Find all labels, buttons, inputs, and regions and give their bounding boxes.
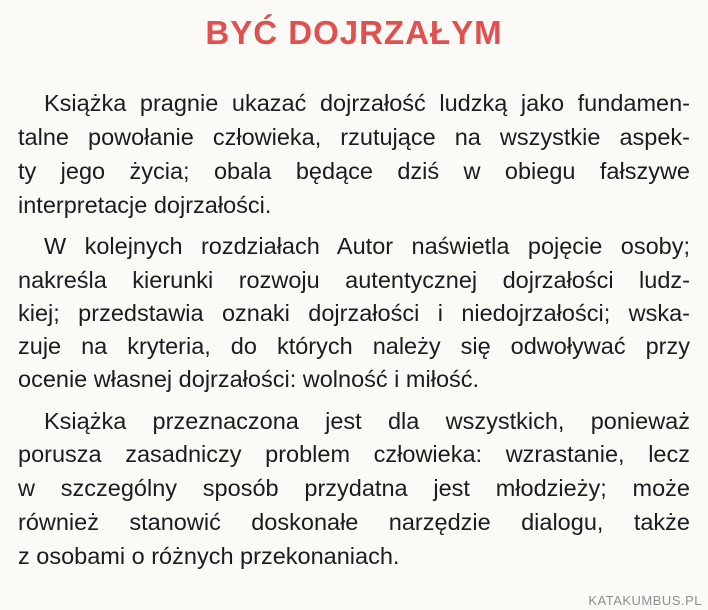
text-line: zuje na kryteria, do których należy się odwoływać przy	[18, 333, 690, 359]
text-line: Książka przeznaczona jest dla wszystkich, ponieważ	[44, 408, 690, 434]
text-line: w szczególny sposób przydatna jest młodzieży; może	[18, 475, 690, 501]
text-line: porusza zasadniczy problem człowieka: wzrastanie, lecz	[18, 441, 690, 467]
text-line: z osobami o różnych przekonaniach.	[18, 543, 400, 569]
text-line: interpretacje dojrzałości.	[18, 192, 272, 218]
book-title: BYĆ DOJRZAŁYM	[205, 14, 503, 51]
text-line: również stanowić doskonałe narzędzie dialogu, także	[18, 509, 690, 535]
text-line: Książka pragnie ukazać dojrzałość ludzką jako fundamen-	[44, 90, 690, 116]
text-line: kiej; przedstawia oznaki dojrzałości i niedojrzałości; wska-	[18, 300, 690, 326]
text-line: ty jego życia; obala będące dziś w obiegu fałszywe	[18, 158, 690, 184]
text-line: talne powołanie człowieka, rzutujące na wszystkie aspek-	[18, 124, 690, 150]
site-watermark: KATAKUMBUS.PL	[588, 593, 702, 608]
text-line: ocenie własnej dojrzałości: wolność i miłość.	[18, 366, 480, 392]
text-line: W kolejnych rozdziałach Autor naświetla pojęcie osoby;	[44, 233, 690, 259]
text-line: nakreśla kierunki rozwoju autentycznej dojrzałości ludz-	[18, 267, 690, 293]
